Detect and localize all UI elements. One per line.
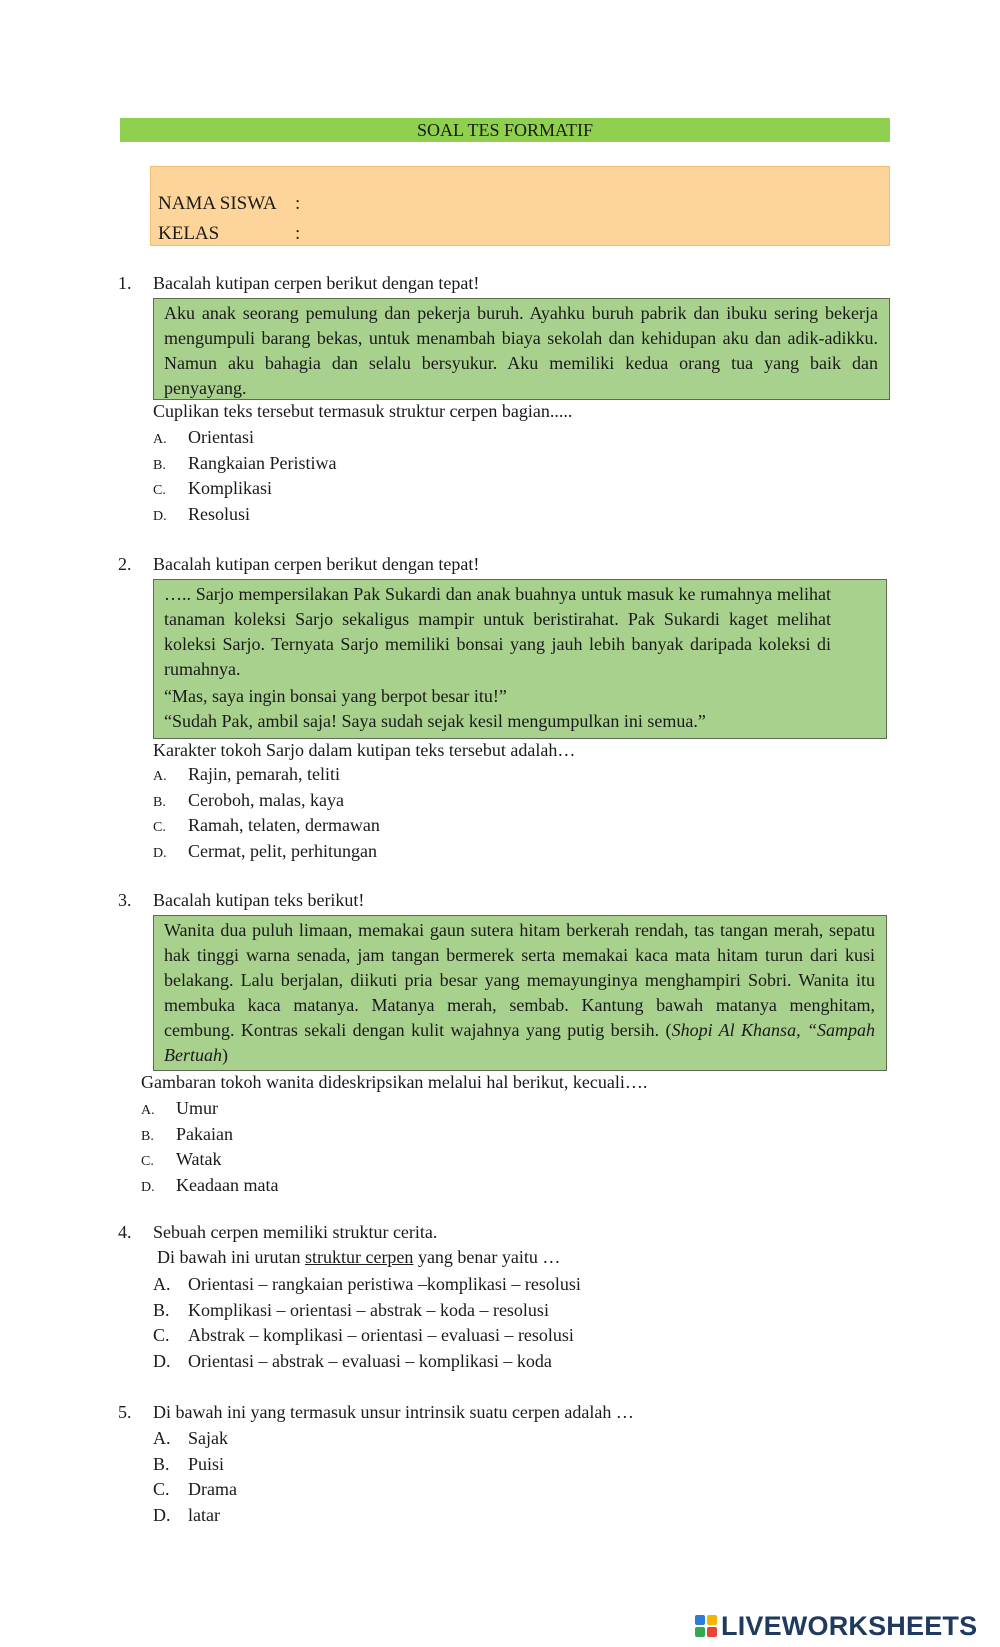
option-letter: A. [153,1274,171,1294]
option-text: Orientasi – abstrak – evaluasi – komplikasi – koda [188,1350,552,1371]
option-letter: C. [153,820,166,835]
option-letter: B. [141,1128,154,1144]
liveworksheets-logo[interactable] [695,1611,977,1641]
logo-text: LIVEWORKSHEETS [721,1611,978,1641]
question-3-prompt: Bacalah kutipan teks berikut! [153,890,365,910]
question-4-text-underlined: struktur cerpen [304,1247,414,1267]
question-3-citation-close: ) [222,1045,228,1065]
option-letter: B. [153,1453,170,1474]
option-1b[interactable] [153,451,336,477]
option-text: Komplikasi [188,478,272,498]
question-3-options [141,1096,278,1198]
option-3d[interactable] [141,1173,278,1199]
option-3c[interactable] [141,1147,278,1173]
option-text: Abstrak – komplikasi – orientasi – evaluasi – resolusi [188,1325,574,1345]
option-text: Watak [176,1149,222,1169]
worksheet-title: SOAL TES FORMATIF [120,118,890,142]
option-text: Cermat, pelit, perhitungan [188,840,377,861]
question-1-passage: Aku anak seorang pemulung dan pekerja buruh. Ayahku buruh pabrik dan ibuku sering bekerja mengumpuli barang bekas, untuk menambah biaya sekolah dan kehidupan aku dan adik-adikku. Namun aku bahagia dan selalu bersyukur. Aku memiliki kedua orang tua yang baik dan penyayang. [153,298,890,400]
option-text: latar [188,1504,220,1525]
question-1-text: Cuplikan teks tersebut termasuk struktur cerpen bagian..... [153,401,573,421]
option-letter: D. [153,1504,171,1525]
option-text: Umur [176,1098,218,1118]
question-4-text-pre: Di bawah ini urutan [157,1247,305,1267]
student-class-row [158,223,301,245]
logo-square-1 [695,1615,705,1625]
question-3-passage [153,915,887,1071]
option-letter: D. [153,508,167,524]
option-letter: D. [141,1179,155,1195]
option-letter: D. [153,845,167,861]
option-text: Rangkaian Peristiwa [188,452,337,473]
question-2-narration: ….. Sarjo mempersilakan Pak Sukardi dan anak buahnya untuk masuk ke rumahnya melihat tanaman koleksi Sarjo sekaligus mampir untuk beristirahat. Pak Sukardi kaget melihat koleksi Sarjo. Ternyata Sarjo memiliki bonsai yang jauh lebih banyak daripada koleksi di rumahnya. [164,584,831,679]
student-identity-box [150,166,890,246]
option-letter: D. [153,1350,171,1371]
option-letter: C. [141,1154,154,1169]
option-text: Puisi [188,1453,225,1474]
student-class-label: KELAS [158,223,220,244]
question-1-options [153,425,336,527]
question-4-options [153,1272,581,1374]
question-4-text-post: yang benar yaitu … [413,1247,561,1267]
question-2-dialogue-2: “Sudah Pak, ambil saja! Saya sudah sejak kesil mengumpulkan ini semua.” [164,711,706,731]
option-letter: A. [153,769,167,784]
option-text: Orientasi – rangkaian peristiwa –komplikasi – resolusi [188,1274,581,1294]
question-3-citation: Shopi Al Khansa, “Sampah Bertuah [164,1020,875,1065]
option-text: Orientasi [188,427,254,447]
option-4a[interactable] [153,1272,581,1298]
question-1-prompt: Bacalah kutipan cerpen berikut dengan tepat! [153,273,480,293]
option-letter: A. [153,432,167,447]
logo-square-3 [695,1627,705,1637]
question-4-number: 4. [118,1222,132,1242]
option-4c[interactable] [153,1323,581,1349]
logo-grid-icon [695,1615,717,1637]
question-2-passage [153,579,887,739]
question-5-prompt: Di bawah ini yang termasuk unsur intrinsik suatu cerpen adalah … [153,1402,634,1422]
question-2-text: Karakter tokoh Sarjo dalam kutipan teks tersebut adalah… [153,740,576,760]
option-5c[interactable] [153,1477,237,1503]
student-class-colon: : [295,223,301,244]
option-text: Komplikasi – orientasi – abstrak – koda – resolusi [188,1299,549,1320]
option-3b[interactable] [141,1122,278,1148]
logo-square-4 [707,1627,717,1637]
question-3-text: Gambaran tokoh wanita dideskripsikan melalui hal berikut, kecuali…. [141,1072,648,1092]
option-letter: C. [153,1325,170,1345]
option-text: Keadaan mata [176,1174,279,1195]
option-letter: B. [153,1299,170,1320]
option-text: Ramah, telaten, dermawan [188,815,380,835]
question-5-options [153,1426,237,1528]
option-letter: B. [153,794,166,810]
option-1a[interactable] [153,425,336,451]
option-letter: A. [153,1428,171,1448]
question-3-number: 3. [118,890,132,910]
option-text: Ceroboh, malas, kaya [188,789,344,810]
option-2d[interactable] [153,839,380,865]
question-5-number: 5. [118,1402,132,1422]
option-5b[interactable] [153,1452,237,1478]
option-text: Pakaian [176,1123,233,1144]
option-text: Sajak [188,1428,228,1448]
option-2c[interactable] [153,813,380,839]
question-3-passage-text: Wanita dua puluh limaan, memakai gaun sutera hitam berkerah rendah, tas tangan merah, sepatu hak tinggi warna senada, jam tangan bermerek serta memakai kaca mata hitam turun dari kusi belakang. Lalu berjalan, diikuti pria besar yang memayunginya menghampiri Sobri. Wanita itu membuka kaca matanya. Matanya merah, sembab. Kantung bawah matanya menghitam, cembung. Kontras sekali dengan kulit wajahnya yang putig bersih. ( [164,920,875,1040]
option-5d[interactable] [153,1503,237,1529]
option-text: Drama [188,1479,237,1499]
option-5a[interactable] [153,1426,237,1452]
option-4d[interactable] [153,1349,581,1375]
option-letter: C. [153,1479,170,1499]
student-name-row [158,193,301,215]
option-3a[interactable] [141,1096,278,1122]
option-text: Resolusi [188,503,251,524]
option-1c[interactable] [153,476,336,502]
question-4-prompt: Sebuah cerpen memiliki struktur cerita. [153,1222,438,1242]
question-2-dialogue-1: “Mas, saya ingin bonsai yang berpot besar itu!” [164,686,507,706]
student-name-label: NAMA SISWA [158,193,277,214]
student-name-colon: : [295,193,301,214]
question-2-options [153,762,380,864]
question-2-number: 2. [118,554,132,574]
option-letter: C. [153,483,166,498]
question-4-text [157,1247,560,1268]
option-1d[interactable] [153,502,336,528]
option-2b[interactable] [153,788,380,814]
option-text: Rajin, pemarah, teliti [188,764,340,784]
option-letter: B. [153,457,166,473]
question-2-prompt: Bacalah kutipan cerpen berikut dengan tepat! [153,554,480,574]
option-letter: A. [141,1103,155,1118]
question-1-number: 1. [118,273,132,293]
logo-square-2 [707,1615,717,1625]
option-4b[interactable] [153,1298,581,1324]
option-2a[interactable] [153,762,380,788]
